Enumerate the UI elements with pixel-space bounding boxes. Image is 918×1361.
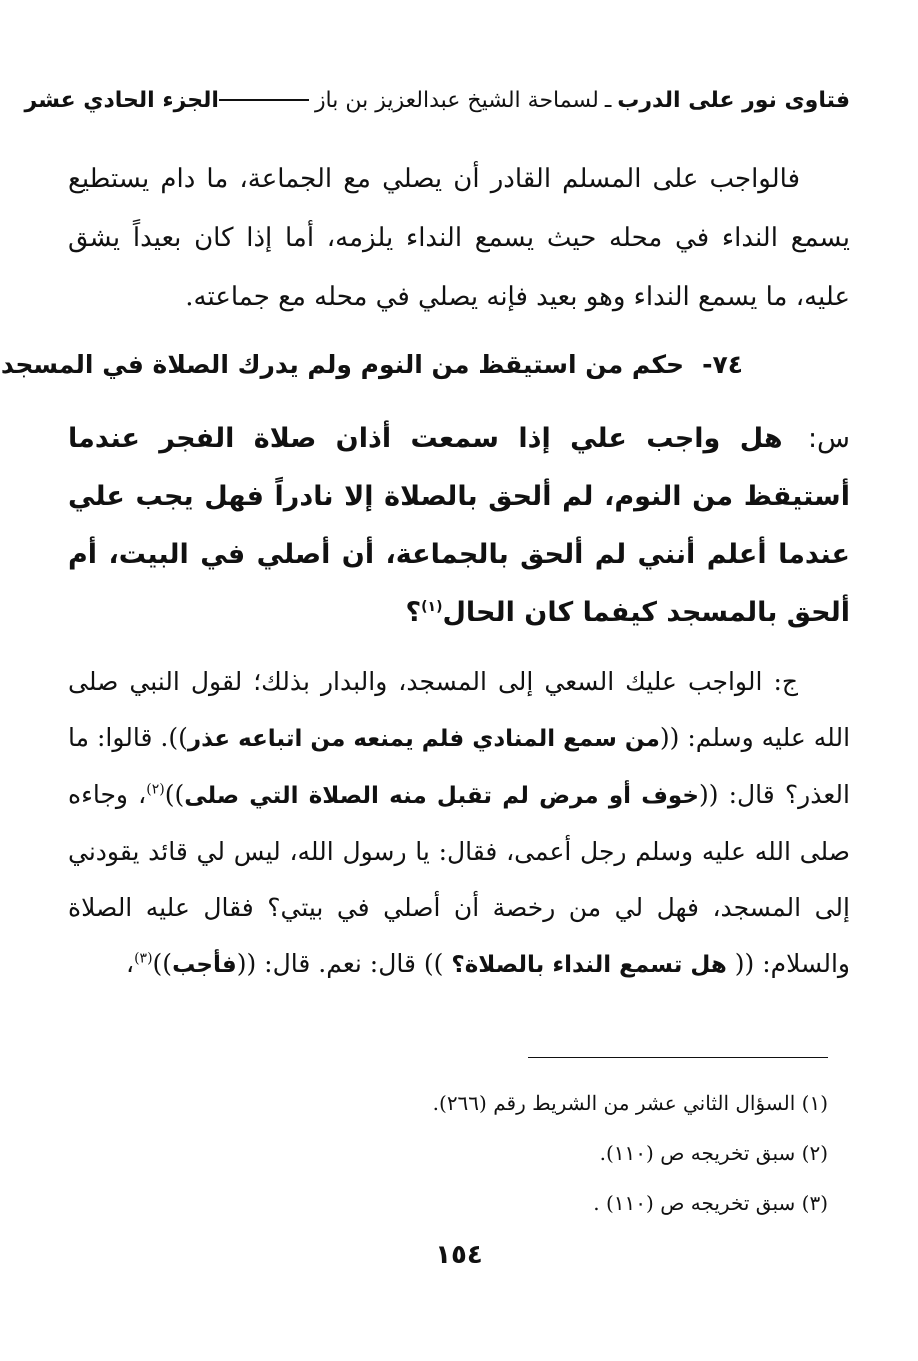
footnote-1: (١) السؤال الثاني عشر من الشريط رقم (٢٦٦).: [432, 1091, 828, 1115]
running-header: [24, 80, 850, 121]
answer-part-6: )): [152, 949, 173, 978]
answer-part-3: )): [164, 780, 185, 809]
header-volume: الجزء الحادي عشر: [24, 87, 219, 113]
section-heading: [1, 350, 743, 379]
answer-footnote-ref-2: (٢): [146, 781, 165, 798]
section-number: ٧٤-: [702, 350, 743, 379]
footnotes: [200, 1078, 828, 1228]
footnote-2: (٢) سبق تخريجه ص (١١٠).: [599, 1141, 828, 1165]
answer-block: [68, 654, 850, 993]
answer-part-1: الواجب عليك السعي إلى المسجد، والبدار بذلك؛ لقول النبي صلى الله عليه وسلم: ((: [68, 667, 851, 752]
question-prefix: س:: [807, 423, 850, 454]
answer-part-7: ،: [126, 949, 135, 978]
hadith-quote-1: من سمع المنادي فلم يمنعه من اتباعه عذر: [187, 726, 660, 752]
header-separator: ـ: [604, 87, 612, 113]
section-title: حكم من استيقظ من النوم ولم يدرك الصلاة في المسجد: [0, 350, 685, 379]
answer-part-2: )). قالوا: ما العذر؟ قال: ((: [68, 723, 850, 809]
question-text: هل واجب علي إذا سمعت أذان صلاة الفجر عندما أستيقظ من النوم، لم ألحق بالصلاة إلا نادراً فهل يجب علي عندما أعلم أنني لم ألحق بالجماعة، أن أصلي في البيت، أم ألحق بالمسجد كيفما كان الحال: [68, 423, 850, 628]
footnote-separator: [528, 1057, 828, 1058]
header-title-group: [219, 88, 850, 113]
header-author: لسماحة الشيخ عبدالعزيز بن باز: [314, 87, 599, 113]
intro-paragraph: فالواجب على المسلم القادر أن يصلي مع الجماعة، ما دام يستطيع يسمع النداء في محله حيث يسمع النداء يلزمه، أما إذا كان بعيداً يشق عليه، ما يسمع النداء وهو بعيد فإنه يصلي في محله مع جماعته.: [68, 164, 850, 312]
page-number: ١٥٤: [435, 1240, 483, 1270]
answer-part-5: )) قال: نعم. قال: ((: [236, 949, 452, 978]
question-end: ؟: [405, 597, 422, 628]
hadith-quote-2: خوف أو مرض لم تقبل منه الصلاة التي صلى: [184, 783, 699, 809]
question-block: [68, 410, 850, 642]
answer-prefix: ج:: [773, 667, 798, 696]
hadith-quote-3: هل تسمع النداء بالصلاة؟: [451, 952, 727, 978]
answer-part-4: ، وجاءه صلى الله عليه وسلم رجل أعمى، فقال: يا رسول الله، ليس لي قائد يقودني إلى المسجد، فهل لي من رخصة أن أصلي في بيتي؟ فقال عليه الصلاة والسلام: ((: [68, 780, 850, 978]
footnote-3: (٣) سبق تخريجه ص (١١٠) .: [593, 1191, 828, 1215]
question-footnote-ref: (١): [421, 599, 443, 615]
header-dash-line: [219, 99, 309, 101]
header-book-title: فتاوى نور على الدرب: [617, 87, 850, 113]
answer-footnote-ref-3: (٣): [134, 950, 153, 967]
hadith-quote-4: فأجب: [172, 952, 237, 978]
